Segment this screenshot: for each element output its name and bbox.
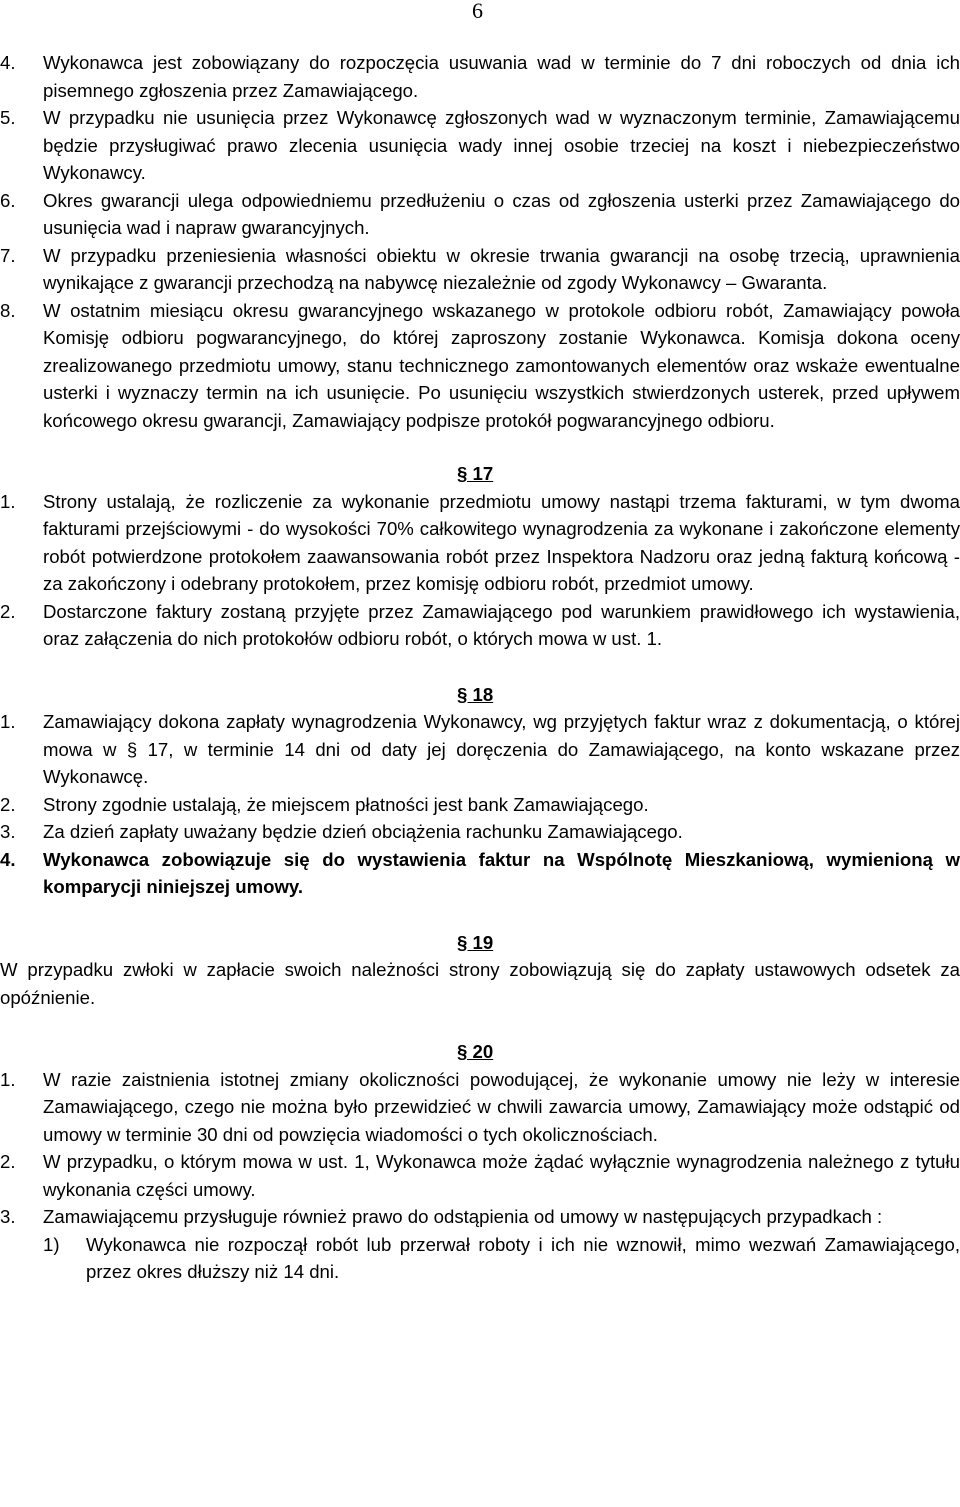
list-item-bold	[0, 846, 960, 901]
item-text: Wykonawca zobowiązuje się do wystawienia faktur na Wspólnotę Mieszkaniową, wymienioną w komparycji niniejszej umowy.	[43, 848, 960, 897]
item-text: Za dzień zapłaty uważany będzie dzień obciążenia rachunku Zamawiającego.	[43, 821, 683, 842]
item-text: Strony ustalają, że rozliczenie za wykonanie przedmiotu umowy nastąpi trzema fakturami, w tym dwoma fakturami przejściowymi - do wysokości 70% całkowitego wynagrodzenia za wykonane i zakończone elementy robót potwierdzone protokołem zaawansowania robót przez Inspektora Nadzoru oraz jedną fakturą końcową - za zakończony i odebrany protokołem, przez komisję odbioru robót, przedmiot umowy.	[43, 490, 960, 594]
item-number: 1.	[0, 711, 16, 732]
item-number: 1.	[0, 1068, 16, 1090]
item-number: 2.	[0, 1151, 16, 1172]
item-number: 4.	[0, 848, 16, 870]
item-text: Dostarczone faktury zostaną przyjęte przez Zamawiającego pod warunkiem prawidłowego ich wystawienia, oraz załączenia do nich protokołów odbioru robót, o których mowa w ust. 1.	[43, 600, 960, 649]
list-item	[0, 297, 960, 435]
section-heading-18: § 18	[457, 683, 494, 705]
item-number: 2.	[0, 600, 16, 622]
item-text: Wykonawca jest zobowiązany do rozpoczęcia usuwania wad w terminie do 7 dni roboczych od dnia ich pisemnego zgłoszenia przez Zamawiającego.	[43, 52, 960, 101]
item-text: W przypadku nie usunięcia przez Wykonawcę zgłoszonych wad w wyznaczonym terminie, Zamawiającemu będzie przysługiwać prawo zlecenia usunięcia wady innej osobie trzeciej na koszt i niebezpieczeństwo Wykonawcy.	[43, 107, 960, 183]
item-number: 6.	[0, 189, 16, 211]
section-heading-20: § 20	[457, 1041, 494, 1062]
list-item	[0, 49, 960, 104]
item-number: 1.	[0, 490, 16, 512]
item-text: Strony zgodnie ustalają, że miejscem płatności jest bank Zamawiającego.	[43, 793, 649, 815]
list-item	[0, 791, 960, 819]
list-item	[0, 598, 960, 653]
item-number: 3.	[0, 1206, 16, 1227]
list-item	[0, 488, 960, 598]
item-number: 1)	[43, 1233, 60, 1255]
item-number: 2.	[0, 793, 16, 815]
item-number: 3.	[0, 821, 16, 842]
item-text: W ostatnim miesiącu okresu gwarancyjnego wskazanego w protokole odbioru robót, Zamawiający powoła Komisję odbioru pogwarancyjnego, do której zaproszony zostanie Wykonawca. Komisja dokona oceny zrealizowanego przedmiotu umowy, stanu technicznego zamontowanych elementów oraz wskaże ewentualne usterki i wyznaczy termin na ich usunięcie. Po usunięciu wszystkich stwierdzonych usterek, przed upływem końcowego okresu gwarancji, Zamawiający podpisze protokół pogwarancyjnego odbioru.	[43, 299, 960, 431]
item-number: 8.	[0, 299, 16, 321]
list-item	[0, 1066, 960, 1149]
item-number: 4.	[0, 52, 16, 73]
list-item	[0, 818, 960, 846]
list-item	[0, 1203, 960, 1231]
paragraph: W przypadku zwłoki w zapłacie swoich należności strony zobowiązują się do zapłaty ustawowych odsetek za opóźnienie.	[0, 959, 960, 1008]
item-text: W przypadku przeniesienia własności obiektu w okresie trwania gwarancji na osobę trzecią, uprawnienia wynikające z gwarancji przechodzą na nabywcę niezależnie od zgody Wykonawcy – Gwaranta.	[43, 244, 960, 293]
list-item	[0, 242, 960, 297]
sub-list-item	[0, 1231, 960, 1286]
item-text: Zamawiającemu przysługuje również prawo do odstąpienia od umowy w następujących przypadkach :	[43, 1206, 883, 1227]
item-text: Okres gwarancji ulega odpowiedniemu przedłużeniu o czas od zgłoszenia usterki przez Zamawiającego do usunięcia wad i napraw gwarancyjnych.	[43, 189, 960, 238]
page-number: 6	[472, 0, 483, 23]
list-item	[0, 187, 960, 242]
item-text: W razie zaistnienia istotnej zmiany okoliczności powodującej, że wykonanie umowy nie leży w interesie Zamawiającego, czego nie można było przewidzieć w chwili zawarcia umowy, Zamawiający może odstąpić od umowy w terminie 30 dni od powzięcia wiadomości o tych okolicznościach.	[43, 1068, 960, 1145]
section-heading-19: § 19	[457, 931, 494, 953]
item-number: 7.	[0, 244, 16, 266]
item-text: Zamawiający dokona zapłaty wynagrodzenia Wykonawcy, wg przyjętych faktur wraz z dokumentacją, o której mowa w § 17, w terminie 14 dni od daty jej doręczenia do Zamawiającego, na konto wskazane przez Wykonawcę.	[43, 711, 960, 787]
item-number: 5.	[0, 107, 16, 128]
list-item	[0, 708, 960, 791]
item-text: Wykonawca nie rozpoczął robót lub przerwał roboty i ich nie wznowił, mimo wezwań Zamawiającego, przez okres dłuższy niż 14 dni.	[86, 1233, 960, 1282]
list-item	[0, 1148, 960, 1203]
section-heading-17: § 17	[457, 463, 494, 484]
item-text: W przypadku, o którym mowa w ust. 1, Wykonawca może żądać wyłącznie wynagrodzenia należnego z tytułu wykonania części umowy.	[43, 1151, 960, 1200]
document-body	[0, 49, 960, 1286]
list-item	[0, 104, 960, 187]
